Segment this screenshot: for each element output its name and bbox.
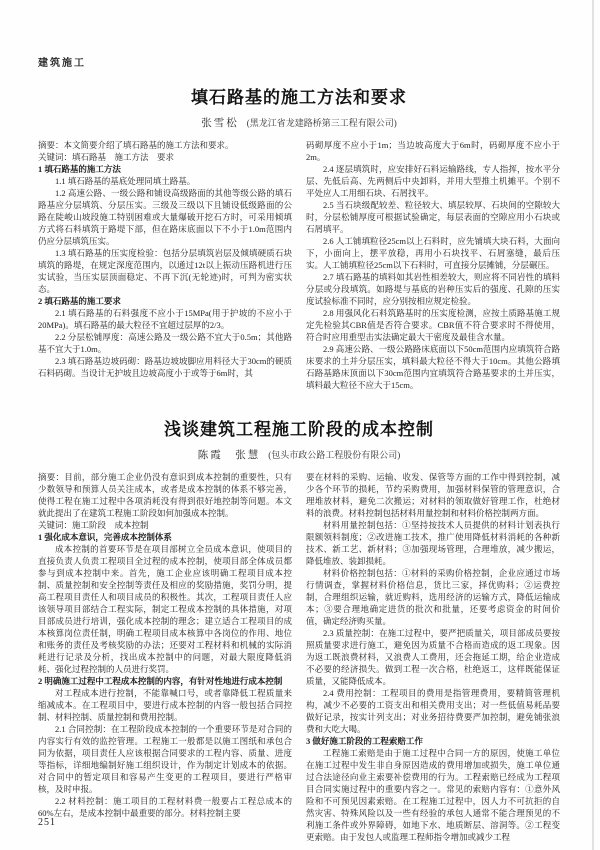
paragraph: 2.1 填石路基的石料强度不应小于15MPa(用于护坡的不应小于20MPa)。填石路基的最大粒径不宜超过层厚的2/3。	[38, 308, 292, 330]
paragraph: 2.9 高速公路、一级公路路床底面以下50cm范围内应填筑符合路床要求的土并分层压实，填料最大粒径不得大于10cm。其他公路填石路基路床顶面以下30cm范围内宜填筑符合路基要求的土并压实，填料最大粒径不应大于15cm。	[306, 344, 560, 390]
paragraph: 2.7 填石路基的填料如其岩性相差较大，则应将不同岩性的填料分层或分段填筑。如路堤与基底的岩种压实后的强度、孔隙的压实度试验标准不同时，应分别按相应规定检验。	[306, 272, 560, 306]
paragraph: 2.5 当石块级配较差、粒径较大、填层较厚、石块间的空隙较大时，分层松铺厚度可根据试验确定，每层表面的空隙应用小石块或石屑填平。	[306, 200, 560, 234]
paragraph: 摘要：本文简要介绍了填石路基的施工方法和要求。	[38, 140, 234, 150]
article-1-affiliation: (黑龙江省龙建路桥第三工程有限公司)	[246, 118, 397, 128]
scan-edge-artifact	[592, 0, 594, 850]
column-header-label: 建筑施工	[38, 58, 86, 69]
paragraph: 关键词：填石路基 施工方法 要求	[38, 152, 175, 162]
article-2-columns	[38, 471, 560, 843]
article-1-left-column	[38, 139, 292, 391]
paragraph: 摘要：目前，部分施工企业仍没有意识到成本控制的重要性，只有少数领导和预算人员关注成本，或者是成本控制的体系不够完善，使得工程在施工过程中各项消耗没有得到很好地控制等问题。本文就此提出了在建筑工程施工阶段如何加强成本控制。	[38, 472, 292, 518]
section-heading: 2 填石路基的施工要求	[38, 296, 121, 306]
paragraph: 2.2 材料控制：施工项目的工程材料费一般要占工程总成本的60%左右，是成本控制中最重要的部分。材料控制主要	[38, 796, 292, 818]
article-1-author: 张雪松	[201, 118, 239, 129]
column-header	[38, 54, 560, 69]
article-1	[38, 83, 560, 391]
article-1-title: 填石路基的施工方法和要求	[191, 88, 407, 107]
paragraph: 2.6 人工铺填粒径25cm以上石料时，应先铺填大块石料，大面向下，小面向上，摆平放稳，再用小石块找平、石屑塞缝，最后压实。人工铺填粒径25cm以下石料时，可直接分层摊铺，分层碾压。	[306, 236, 560, 270]
article-1-byline	[38, 115, 560, 130]
article-2-byline	[38, 447, 560, 462]
page-number: 251	[38, 817, 56, 828]
paragraph: 2.4 费用控制：工程项目的费用是指管理费用，要精简管理机构，减少不必要的工资支出和相关费用支出；对一些低值易耗品要做好记录，按实计列支出；对业务招待费要严加控制，避免铺张浪费和大吃大喝。	[306, 688, 560, 734]
paragraph: 1.2 高速公路、一级公路和铺设高级路面的其他等级公路的填石路基应分层填筑、分层压实。三级及三级以下且铺设低级路面的公路在陡峻山坡段施工特别困难或大量爆破开挖石方时，可采用倾填方式将石料填筑于路堤下部，但在路床底面以下不小于1.0m范围内仍应分层填筑压实。	[38, 188, 292, 246]
paragraph: 材料价格控制包括：①材料的采购价格控制，企业应通过市场行情调查，掌握材料价格信息，货比三家，择优购料；②运费控制，合理组织运输，就近购料，选用经济的运输方式，降低运输成本；③要合理地确定进货的批次和批量，还要考虑资金的时间价值，确定经济购买量。	[306, 568, 560, 626]
article-2	[38, 415, 560, 843]
paragraph: 1.3 填石路基的压实度检验：包括分层填筑岩层及倾填硬质石块填筑的路堤，在规定深度范围内，以通过12t以上振动压路机进行压实试验，当压实层顶面稳定、不再下沉(无轮迹)时，可判为密实状态。	[38, 248, 292, 294]
paragraph: 成本控制的首要环节是在项目部树立全员成本意识，使项目的直接负责人负责工程项目全过程的成本控制，使项目部全体成员都参与到成本控制中来。首先，施工企业应该明确工程项目成本控制、质量控制和安全控制等责任及相应的奖励措施，奖罚分明，提高工程项目责任人和项目成员的积极性。其次，工程项目责任人应该领导项目部结合工程实际，制定工程成本控制的具体措施，对项目部成员进行培训，强化成本控制的理念；建立适合工程项目的成本核算岗位责任制，明确工程项目成本核算中各岗位的作用、地位和账务的责任及考核奖励的办法；还要对工程材料和机械的实际消耗进行记录及分析，找出成本控制中的问题，对最大限度降低消耗、强化过程控制的人员进行奖罚。	[38, 544, 292, 674]
paragraph: 工程施工索赔是由于施工过程中合同一方的原因，使施工单位在施工过程中发生非自身原因造成的费用增加或损失，施工单位通过合法途径向业主索要补偿费用的行为。工程索赔已经成为工程项目合同实施过程中的重要内容之一。常见的索赔内容有：①意外风险和不可预见因素索赔。在工程施工过程中，因人力不可抗拒的自然灾害、特殊风险以及一些有经验的承包人通常不能合理预见的不利施工条件或外界障碍，如地下水、地质断层、溶洞等。②工程变更索赔。由于发包人或监理工程师指令增加或减少工程	[306, 748, 560, 842]
article-1-columns	[38, 139, 560, 391]
paragraph: 关键词：施工阶段 成本控制	[38, 520, 149, 530]
article-2-affiliation: (包头市政公路工程股份有限公司)	[268, 450, 401, 460]
paragraph: 2.3 质量控制：在施工过程中，要严把质量关，项目部成员要按照质量要求进行施工，避免因为质量不合格而造成的返工现象。因为返工既浪费材料，又浪费人工费用，还会拖延工期，给企业造成不必要的经济损失。做到工程一次合格，杜绝返工，这样既能保证质量，又能降低成本。	[306, 628, 560, 686]
paragraph: 要在材料的采购、运输、收发、保管等方面的工作中得到控制，减少各个环节的损耗，节约采购费用，加强材料保管的管理意识，合理堆放材料，避免二次搬运；对材料的领取做好管理工作，杜绝材料的浪费。材料控制包括材料用量控制和材料价格控制两方面。	[306, 472, 560, 518]
paragraph: 对工程成本进行控制，不能靠喊口号，或者靠降低工程质量来缩减成本。在工程项目中，要进行成本控制的内容一般包括合同控制、材料控制、质量控制和费用控制。	[38, 688, 292, 722]
article-2-title: 浅谈建筑工程施工阶段的成本控制	[164, 420, 434, 439]
section-heading: 1 强化成本意识，完善成本控制体系	[38, 532, 172, 542]
paragraph: 2.8 用强风化石料筑路基时的压实度检测，应按土质路基施工规定先检验其CBR值是否符合要求。CBR值不符合要求时不得使用，符合时应用重型击实法确定最大干密度及最佳含水量。	[306, 308, 560, 342]
article-separator	[38, 391, 560, 401]
paragraph: 码砌厚度不应小于1m；当边坡高度大于6m时，码砌厚度不应小于2m。	[306, 140, 560, 162]
article-2-right-column	[306, 471, 560, 843]
article-2-left-column	[38, 471, 292, 843]
section-heading: 2 明确施工过程中工程成本控制的内容，有针对性地进行成本控制	[38, 676, 283, 686]
paragraph: 2.4 逐层填筑时，应安排好石料运输路线，专人指挥，按水平分层、先低后高、先两侧后中央卸料，并用大型推土机摊平。个别不平处应人工用细石块、石屑找平。	[306, 164, 560, 198]
section-heading: 3 做好施工阶段的工程索赔工作	[306, 736, 423, 746]
article-1-right-column	[306, 139, 560, 391]
paragraph: 2.3 填石路基边坡码砌：路基边坡坡脚应用料径大于30cm的硬质石料码砌。当设计无护坡且边坡高度小于或等于6m时，其	[38, 356, 292, 378]
paragraph: 2.2 分层松铺厚度：高速公路及一级公路不宜大于0.5m；其他路基不宜大于1.0m。	[38, 332, 292, 354]
paragraph: 材料用量控制包括：①坚持按技术人员提供的材料计划表执行限额领料制度；②改进施工技术，推广使用降低材料消耗的各种新技术、新工艺、新材料；③加强现场管理，合理堆放，减少搬运，降低堆放、装卸损耗。	[306, 520, 560, 566]
article-2-authors: 陈霞 张慧	[197, 450, 261, 461]
paragraph: 2.1 合同控制：在工程阶段成本控制的一个重要环节是对合同的内容实行有效的监控管理。工程施工一般都是以施工图纸和承包合同为依据，项目责任人应该根据合同要求的工程内容、质量、进度等指标，详细地编制好施工组织设计，作为制定计划成本的依据。对合同中的暂定项目和容易产生变更的工程项目，要进行严格审核，及时申报。	[38, 724, 292, 794]
section-heading: 1 填石路基的施工方法	[38, 164, 121, 174]
paragraph: 1.1 填石路基的基底处理同填土路基。	[55, 176, 196, 186]
